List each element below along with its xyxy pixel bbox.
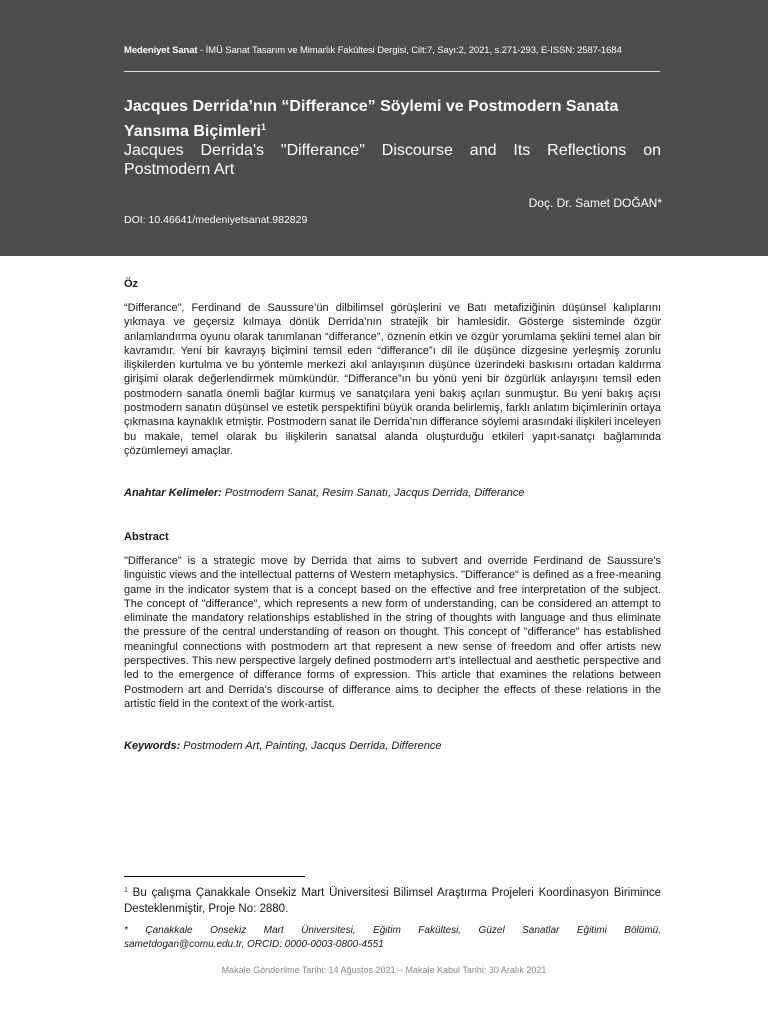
oz-keywords — [124, 487, 661, 499]
footnote-author-contact: sametdogan@comu.edu.tr, ORCID: 0000-0003-0800-4551 — [124, 939, 384, 950]
oz-text: “Differance”, Ferdinand de Saussure’ün dilbilimsel görüşlerini ve Batı metafiziğinin düşünsel kalıplarını yıkmaya ve geçersiz kılmaya dönük Derrida’nın stratejik bir hamlesidir. Gösterge sisteminde özgür anlamlandırma oyunu olarak tanımlanan “differance”, öznenin etkin ve özgür yorumlama şeklini temel alan bir kavramdır. Yeni bir kavrayış biçimini temsil eden “differance”ı dil ile düşünce dizgesine yerleşmiş zorunlu ilişkilerden kurtulma ve bu yöntemle merkezi akıl anlayışının düşünce üzerindeki baskısını ortadan kaldırma girişimi olarak değerlendirmek mümkündür. “Differance”ın bu yönü yeni bir özgürlük anlayışını temsil eden postmodern sanatla önemli bağlar kurmuş ve sanatçılara yeni bakış açıları sunmuştur. Bu yeni bakış açısı postmodern sanatın düşünsel ve estetik perspektifini büyük oranda belirlemiş, farklı anlatım biçimlerinin ortaya çıkmasına kaynaklık etmiştir. Postmodern sanat ile Derrida’nın differance söylemi arasındaki ilişkileri inceleyen bu makale, temel olarak bu ilişkilerin sanatsal alanda oluşturduğu etkileri yapıt-sanatçı bağlamında çözümlemeyi amaçlar. — [124, 302, 661, 457]
abstract-keywords-label: Keywords: — [124, 740, 181, 752]
oz-keywords-label: Anahtar Kelimeler: — [124, 487, 222, 499]
oz-keywords-list: Postmodern Sanat, Resim Sanatı, Jacqus Derrida, Differance — [221, 487, 525, 499]
submission-dates: Makale Gönderilme Tarihi: 14 Ağustos 2021 – Makale Kabul Tarihi: 30 Aralık 2021 — [221, 965, 547, 975]
footnote-1-mark: 1 — [124, 887, 128, 894]
title-english: Jacques Derrida's "Differance" Discourse and Its Reflections on Postmodern Art — [124, 142, 661, 178]
footnote-divider — [124, 876, 305, 877]
abstract-heading: Abstract — [124, 531, 169, 543]
journal-info: - İMÜ Sanat Tasarım ve Mimarlık Fakültesi Dergisi, Cilt:7, Sayı:2, 2021, s.271-293, E-ISSN: 2587-1684 — [197, 45, 622, 56]
footnote-author — [124, 924, 661, 952]
footnote-1 — [124, 883, 661, 917]
oz-heading: Öz — [124, 278, 139, 290]
footnote-author-affiliation: * Çanakkale Onsekiz Mart Üniversitesi, Eğitim Fakültesi, Güzel Sanatlar Eğitimi Bölümü, — [124, 925, 661, 936]
footnote-1-text: Bu çalışma Çanakkale Onsekiz Mart Üniversitesi Bilimsel Araştırma Projeleri Koordinasyon Birimince Desteklenmiştir, Proje No: 2880. — [124, 887, 661, 915]
header-divider — [124, 71, 660, 72]
header-band — [0, 0, 768, 256]
journal-citation — [124, 45, 664, 56]
abstract-keywords-list: Postmodern Art, Painting, Jacqus Derrida, Difference — [180, 740, 442, 752]
abstract-keywords — [124, 740, 661, 752]
title-turkish-text: Jacques Derrida’nın “Differance” Söylemi ve Postmodern Sanata Yansıma Biçimleri — [124, 98, 619, 140]
doi: DOI: 10.46641/medeniyetsanat.982829 — [124, 214, 308, 226]
journal-name: Medeniyet Sanat — [124, 45, 198, 56]
author: Doç. Dr. Samet DOĞAN* — [528, 196, 662, 210]
title-turkish — [124, 97, 664, 142]
title-footnote-mark: 1 — [260, 122, 266, 132]
abstract-text: "Differance" is a strategic move by Derrida that aims to subvert and override Ferdinand de Saussure's linguistic views and the intellectual patterns of Western metaphysics. "Differance" is defined as a free-meaning game in the indicator system that is a concept based on the effective and free interpretation of the subject. The concept of "differance", which represents a new form of understanding, can be considered an attempt to eliminate the mandatory relationships established in the string of thoughts with language and thus eliminate the pressure of the central understanding of reason on thought. This concept of "differance" has established meaningful connections with postmodern art that represent a new sense of freedom and offer artists new perspectives. This new perspective largely defined postmodern art's intellectual and aesthetic perspective and led to the emergence of differance forms of expression. This article that examines the relations between Postmodern art and Derrida's discourse of differance aims to decipher the effects of these relations in the artistic field in the context of the work-artist. — [124, 555, 661, 710]
